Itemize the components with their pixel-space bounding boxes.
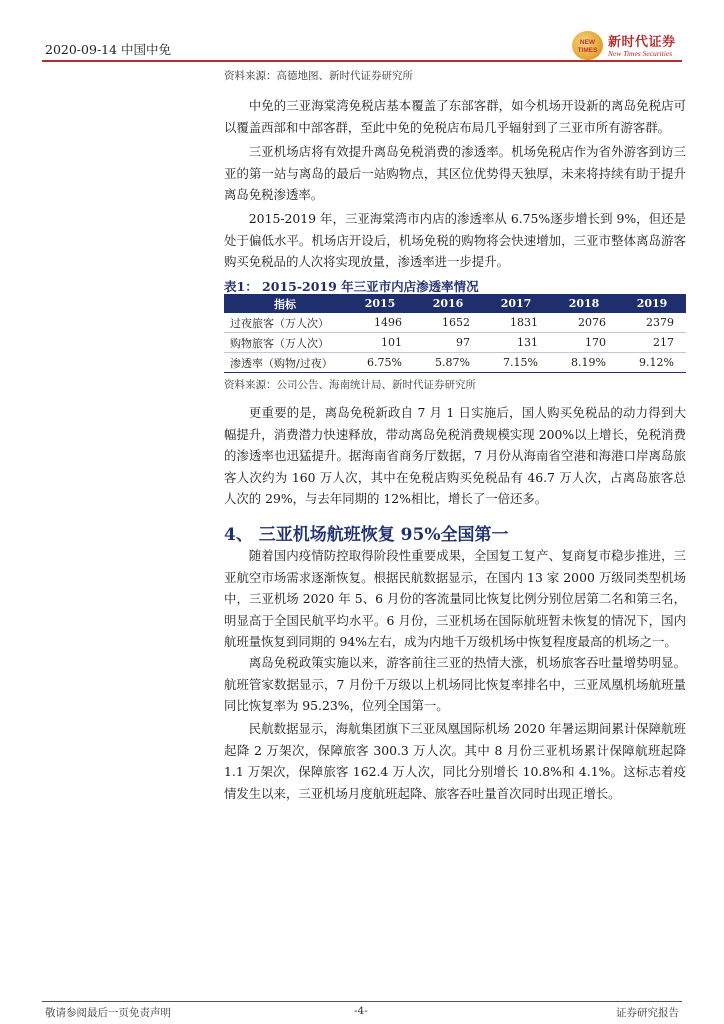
table-source: 资料来源：公司公告、海南统计局、新时代证券研究所: [224, 379, 476, 391]
table-cell: 购物旅客（万人次）: [224, 333, 346, 353]
body-block-4: [224, 402, 686, 510]
footer-disclaimer: 敬请参阅最后一页免责声明: [45, 1007, 171, 1019]
table-cell: 6.75%: [346, 353, 414, 373]
table-header-cell: 2019: [618, 294, 686, 313]
table-row: [224, 333, 686, 353]
table-cell: 1831: [482, 313, 550, 333]
paragraph: 民航数据显示，海航集团旗下三亚凤凰国际机场 2020 年暑运期间累计保障航班起降 2 万架次，保障旅客 300.3 万人次。其中 8 月份三亚机场累计保障航班起降 1.1 万架次，保障旅客 162.4 万人次，同比分别增长 10.8%和 4.1%。这标志着疫情发生以来，三亚机场月度航班起降、旅客吞吐量首次同时出现正增长。: [224, 721, 686, 801]
paragraph: 随着国内疫情防控取得阶段性重要成果，全国复工复产、复商复市稳步推进，三亚航空市场需求逐渐恢复。根据民航数据显示，在国内 13 家 2000 万级同类型机场中，三亚机场 2020 年 5、6 月份的客流量同比恢复比例分别位居第二名和第三名，明显高于全国民航平均水平。6 月份，三亚机场在国际航班暂未恢复的情况下，国内航班量恢复到同期的 94%左右，成为内地千万级机场中恢复程度最高的机场之一。: [224, 548, 686, 649]
body-block-5: [224, 545, 686, 653]
paragraph: 更重要的是，离岛免税新政自 7 月 1 日实施后，国人购买免税品的动力得到大幅提升，消费潜力快速释放，带动离岛免税消费规模实现 200%以上增长，免税消费的渗透率也迅猛提升。据海南省商务厅数据，7 月份从海南省空港和海港口岸离岛旅客人次约为 160 万人次，其中在免税店购买免税品有 46.7 万人次，占离岛旅客总人次的 29%，与去年同期的 12%相比，增长了一倍还多。: [224, 405, 686, 506]
table-header-cell: 2015: [346, 294, 414, 313]
section-heading: 4、 三亚机场航班恢复 95%全国第一: [224, 525, 509, 545]
paragraph: 2015-2019 年，三亚海棠湾市内店的渗透率从 6.75%逐步增长到 9%，但还是处于偏低水平。机场店开设后，机场免税的购物将会快速增加，三亚市整体离岛游客购买免税品的人次将实现放量，渗透率进一步提升。: [224, 211, 686, 269]
company-logo: [572, 30, 692, 62]
header-date-company: 2020-09-14 中国中免: [45, 42, 172, 57]
table-cell: 渗透率（购物/过夜）: [224, 353, 346, 373]
table-cell: 97: [414, 333, 482, 353]
page-number: -4-: [354, 1005, 368, 1017]
body-block-7: [224, 718, 686, 804]
paragraph: 中免的三亚海棠湾免税店基本覆盖了东部客群，如今机场开设新的离岛免税店可以覆盖西部和中部客群，至此中免的免税店布局几乎辐射到了三亚市所有游客群。: [224, 98, 686, 135]
table-cell: 8.19%: [550, 353, 618, 373]
table-cell: 2379: [618, 313, 686, 333]
paragraph: 离岛免税政策实施以来，游客前往三亚的热情大涨，机场旅客吞吐量增势明显。航班管家数据显示，7 月份千万级以上机场同比恢复率排名中，三亚凤凰机场航班量同比恢复率为 95.23%，位列全国第一。: [224, 655, 686, 713]
table-header-row: [224, 294, 686, 313]
table-header-cell: 2016: [414, 294, 482, 313]
table-cell: 1652: [414, 313, 482, 333]
table-header-cell: 2017: [482, 294, 550, 313]
new-times-badge-icon: NEW TIMES: [572, 31, 603, 60]
table-row: [224, 353, 686, 373]
table-header-cell: 2018: [550, 294, 618, 313]
table-cell: 1496: [346, 313, 414, 333]
table-cell: 过夜旅客（万人次）: [224, 313, 346, 333]
table-caption: 表1： 2015-2019 年三亚市内店渗透率情况: [224, 279, 479, 294]
footer-report-type: 证券研究报告: [616, 1007, 679, 1019]
body-block-2: [224, 141, 686, 206]
table-cell: 5.87%: [414, 353, 482, 373]
penetration-table: [224, 294, 686, 373]
footer-divider: [42, 1001, 682, 1002]
logo-english-name: New Times Securities: [608, 49, 673, 58]
table-cell: 101: [346, 333, 414, 353]
header-divider: [42, 60, 682, 62]
table-cell: 9.12%: [618, 353, 686, 373]
body-block-1: [224, 95, 686, 138]
table-cell: 131: [482, 333, 550, 353]
body-block-6: [224, 652, 686, 717]
logo-chinese-name: 新时代证券: [608, 35, 676, 50]
table-cell: 2076: [550, 313, 618, 333]
table-cell: 170: [550, 333, 618, 353]
figure-source: 资料来源：高德地图、新时代证券研究所: [224, 70, 413, 82]
body-block-3: [224, 208, 686, 273]
table-row: [224, 313, 686, 333]
table-header-cell: 指标: [224, 294, 346, 313]
table-cell: 217: [618, 333, 686, 353]
paragraph: 三亚机场店将有效提升离岛免税消费的渗透率。机场免税店作为省外游客到访三亚的第一站与离岛的最后一站购物点，其区位优势得天独厚，未来将持续有助于提升离岛免税渗透率。: [224, 144, 686, 202]
table-cell: 7.15%: [482, 353, 550, 373]
